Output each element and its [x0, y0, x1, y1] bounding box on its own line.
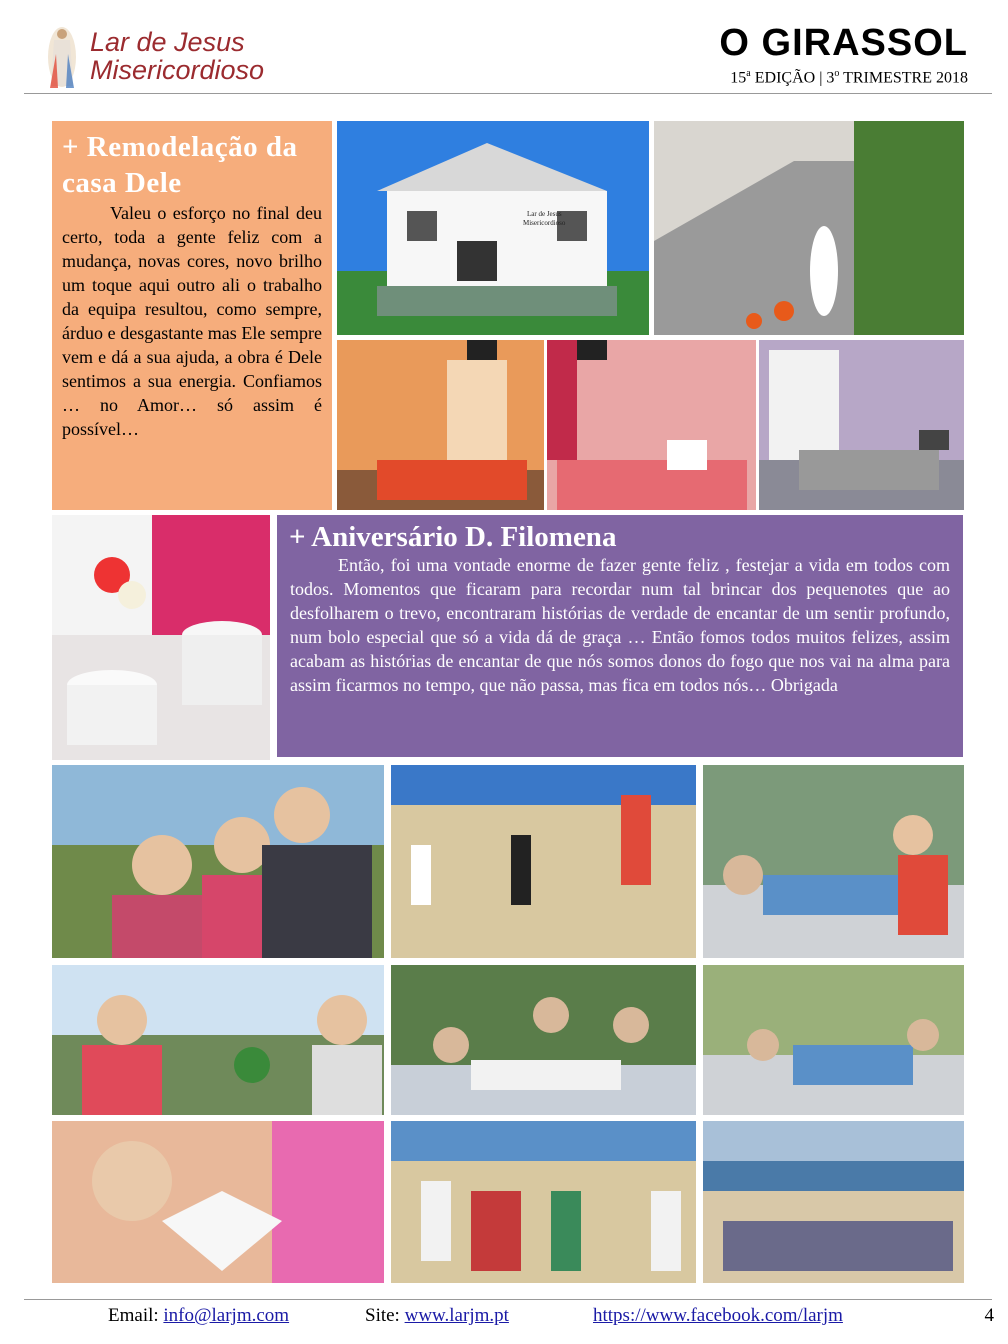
birthday-cake-photo	[52, 515, 270, 760]
footer-facebook	[593, 1305, 843, 1327]
site-link[interactable]: www.larjm.pt	[404, 1305, 509, 1326]
quarter-ordinal: o	[834, 68, 840, 79]
house-exterior-photo	[337, 121, 649, 335]
quarter-label: TRIMESTRE 2018	[839, 69, 968, 87]
article-birthday-body: Então, foi uma vontade enorme de fazer gente feliz , festejar a vida em todos com todos. Momentos que ficaram para recordar num tal brincar dos pequenotes que ao desfolharem o trevo, encontraram histórias de verdade de encantar de um sentir profundo, num bolo especial que só a vida dá de graça … Então fomos todos muitos felizes, assim acabam as histórias de encantar de que nós somos donos do fogo que nos vai na alma para assim ficarmos no tempo, que não passa, mas fica em todos nós… Obrigada	[290, 555, 950, 695]
outdoor-meal-photo	[703, 965, 964, 1115]
email-link[interactable]: info@larjm.com	[163, 1305, 290, 1326]
child-paper-craft-photo	[52, 1121, 384, 1283]
article-house-title: + Remodelação da casa Dele	[62, 131, 298, 199]
article-house-renovation	[52, 121, 332, 510]
page-number: 4	[984, 1305, 994, 1326]
garden-stairs-photo	[654, 121, 964, 335]
footer-divider	[24, 1299, 992, 1300]
header-divider	[24, 93, 992, 94]
footer-site	[365, 1305, 509, 1327]
facebook-link[interactable]: https://www.facebook.com/larjm	[593, 1305, 843, 1326]
org-name-line1: Lar de Jesus	[90, 27, 245, 57]
group-riverside-photo	[703, 1121, 964, 1283]
party-table-photo	[391, 965, 696, 1115]
bedroom-photo-2	[547, 340, 756, 510]
edition-info	[730, 68, 968, 87]
ladies-by-river-photo	[52, 965, 384, 1115]
edition-ordinal: a	[746, 68, 751, 79]
house-sign-line1: Lar de Jesus	[527, 210, 562, 218]
newsletter-title: O GIRASSOL	[719, 22, 968, 64]
footer-email	[108, 1305, 289, 1327]
bedroom-photo-3	[759, 340, 964, 510]
email-label: Email:	[108, 1305, 159, 1326]
children-beach-group-photo	[391, 1121, 696, 1283]
article-birthday-title: + Aniversário D. Filomena	[289, 521, 617, 553]
beach-kids-photo	[391, 765, 696, 958]
group-portrait-photo	[52, 765, 384, 958]
edition-number: 15	[730, 69, 747, 87]
org-logo-text	[90, 28, 264, 84]
jesus-image-logo-icon	[42, 24, 82, 90]
article-house-body: Valeu o esforço no final deu certo, toda a gente feliz com a mudança, novas cores, novo brilho um toque aqui outro ali o trabalho da equipa resultou, como sempre, árduo e desgastante mas Ele sempre vem e dá a sua ajuda, a obra é Dele sentimos a sua energia. Confiamos … no Amor… só assim é possível…	[62, 203, 322, 439]
article-birthday	[277, 515, 963, 757]
bedroom-photo-1	[337, 340, 544, 510]
house-sign-line2: Misericordioso	[523, 219, 566, 227]
picnic-table-photo	[703, 765, 964, 958]
org-name-line2: Misericordioso	[90, 55, 265, 85]
site-label: Site:	[365, 1305, 400, 1326]
edition-label: EDIÇÃO | 3	[750, 69, 835, 87]
